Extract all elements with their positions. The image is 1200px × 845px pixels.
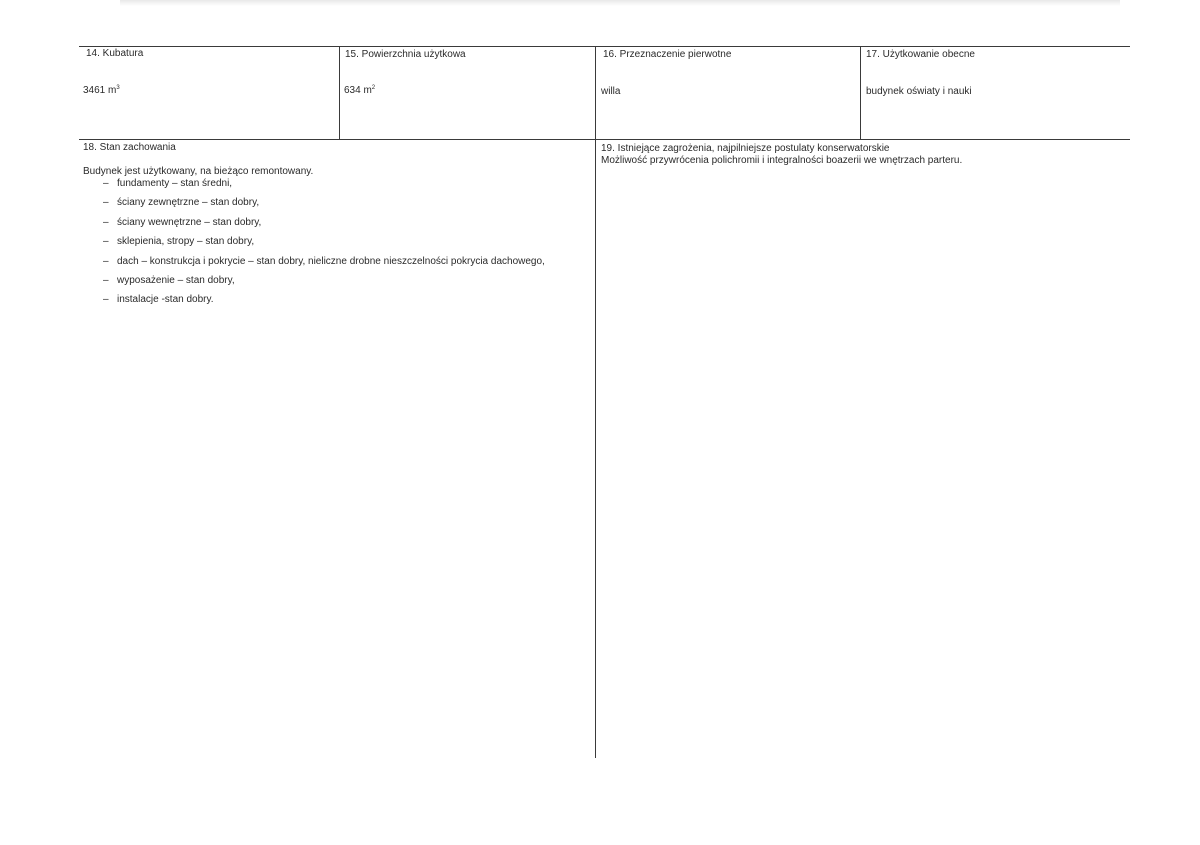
list-item-text: ściany zewnętrzne – stan dobry, [117,197,260,209]
field-value [83,85,120,97]
field-label: 14. Kubatura [86,48,144,59]
list-item-text: ściany wewnętrzne – stan dobry, [117,216,262,228]
dash: – [103,216,109,228]
unit-exponent: 3 [116,85,120,91]
list-item [103,294,545,313]
table-top-rule [79,46,1130,47]
list-item-text: wyposażenie – stan dobry, [117,274,235,286]
field-label: 17. Użytkowanie obecne [866,49,975,60]
list-item [103,178,545,197]
dash: – [103,294,109,306]
dash: – [103,255,109,267]
section-label: 18. Stan zachowania [83,142,176,153]
row-divider [79,139,1130,140]
section-text: Możliwość przywrócenia polichromii i integralności boazerii we wnętrzach parteru. [601,155,963,166]
section-intro: Budynek jest użytkowany, na bieżąco remontowany. [83,166,314,177]
value-text: 3461 m [83,85,117,96]
list-item [103,256,545,275]
list-item [103,275,545,294]
unit-exponent: 2 [371,85,376,91]
dash: – [103,236,109,248]
condition-list [103,178,545,314]
field-value: willa [601,86,621,97]
dash: – [103,197,109,209]
list-item [103,197,545,216]
list-item [103,217,545,236]
dash: – [103,178,109,189]
field-label: 16. Przeznaczenie pierwotne [603,49,732,60]
field-value [344,85,375,97]
section-label: 19. Istniejące zagrożenia, najpilniejsze postulaty konserwatorskie [601,143,890,154]
column-divider-2 [595,46,596,758]
list-item-text: instalacje -stan dobry. [117,294,214,306]
dash: – [103,274,109,286]
scan-edge-shading [120,0,1120,6]
column-divider-1 [339,46,340,140]
list-item [103,236,545,255]
field-label: 15. Powierzchnia użytkowa [345,49,466,60]
field-value: budynek oświaty i nauki [866,86,972,97]
list-item-text: sklepienia, stropy – stan dobry, [117,236,255,248]
list-item-text: dach – konstrukcja i pokrycie – stan dobry, nieliczne drobne nieszczelności pokrycia dachowego, [117,255,545,267]
value-text: 634 m [344,85,372,96]
list-item-text: fundamenty – stan średni, [117,178,233,189]
column-divider-3 [860,46,861,140]
